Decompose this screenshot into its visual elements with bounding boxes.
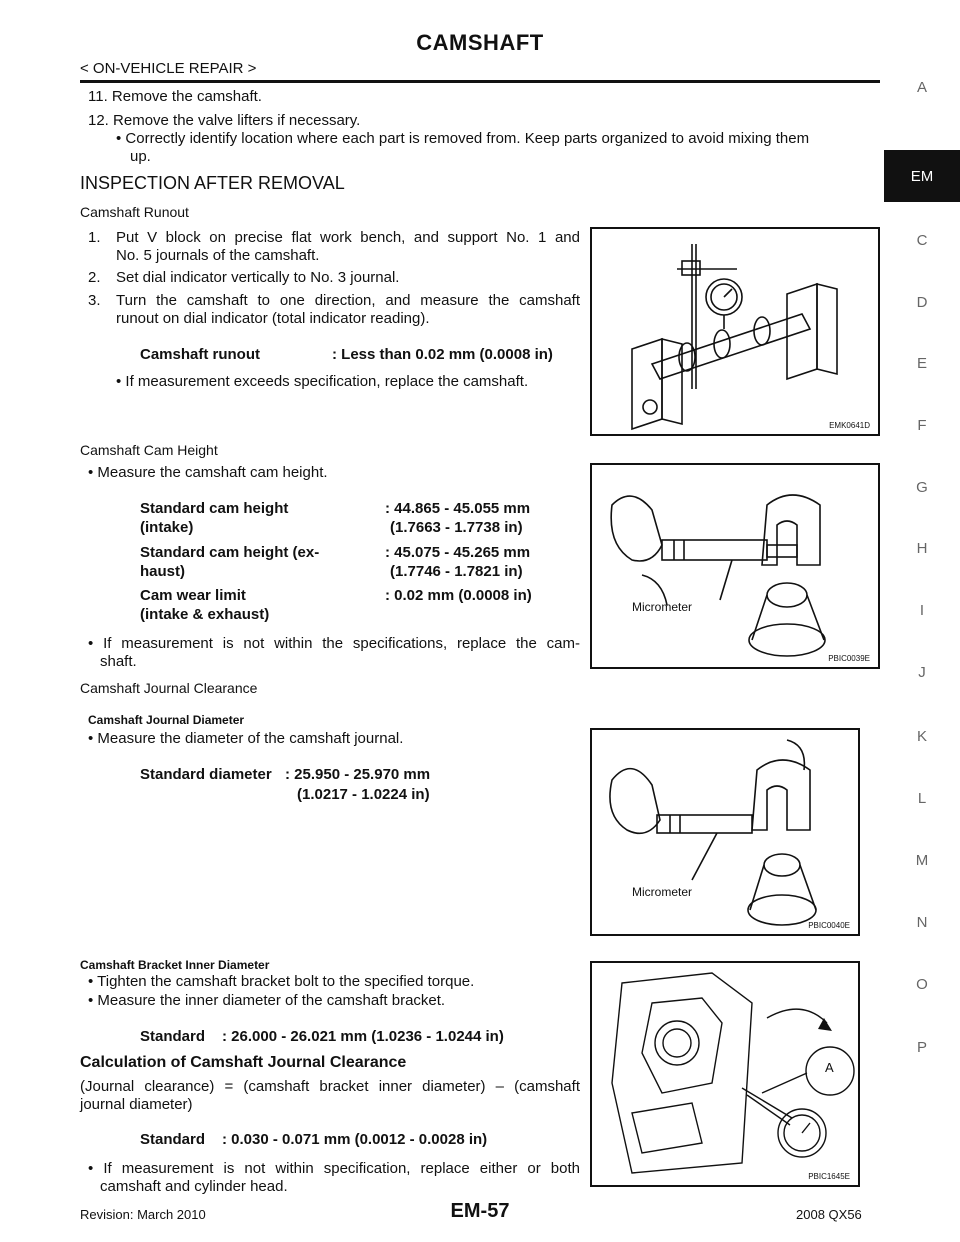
model-label: 2008 QX56 (796, 1207, 862, 1222)
runout-spec-label: Camshaft runout (140, 346, 260, 363)
step-11: 11. Remove the camshaft. (88, 88, 262, 105)
bracket-illustration (592, 963, 858, 1185)
runout-figure (590, 227, 880, 436)
cam-height-spec1-value2: (1.7663 - 1.7738 in) (390, 519, 523, 536)
sidebar-letter-a[interactable]: A (916, 79, 927, 96)
header-rule (80, 80, 880, 83)
sidebar-letter-p[interactable]: P (916, 1039, 927, 1056)
bracket-bullet1: • Tighten the camshaft bracket bolt to the specified torque. (88, 973, 475, 990)
section-label: < ON-VEHICLE REPAIR > (80, 60, 257, 77)
bracket-spec-label: Standard (140, 1028, 206, 1045)
cam-height-spec1-value1: : 44.865 - 45.055 mm (385, 500, 531, 517)
sidebar-letter-g[interactable]: G (916, 479, 928, 496)
runout-step3-line2: runout on dial indicator (total indicator reading). (116, 310, 430, 327)
runout-step1-line2: No. 5 journals of the camshaft. (116, 247, 320, 264)
revision-label: Revision: March 2010 (80, 1207, 206, 1222)
runout-bullet: • If measurement exceeds specification, replace the camshaft. (116, 373, 529, 390)
sidebar-letter-k[interactable]: K (916, 728, 927, 745)
sidebar-letter-c[interactable]: C (916, 232, 928, 249)
sidebar-letter-o[interactable]: O (916, 976, 928, 993)
sidebar-letter-m[interactable]: M (915, 852, 929, 869)
journal-figure-label: Micrometer (632, 885, 693, 899)
bracket-figure (590, 961, 860, 1187)
cam-height-spec1-label1: Standard cam height (140, 500, 289, 517)
calc-line1: (Journal clearance) = (camshaft bracket inner diameter) – (camshaft (80, 1078, 580, 1095)
journal-diameter-title: Camshaft Journal Diameter (88, 713, 245, 727)
cam-height-spec2-value2: (1.7746 - 1.7821 in) (390, 563, 523, 580)
sidebar-letter-j[interactable]: J (918, 664, 926, 681)
runout-step1-line1: Put V block on precise flat work bench, and support No. 1 and (116, 229, 580, 246)
inspection-heading: INSPECTION AFTER REMOVAL (80, 173, 345, 193)
runout-title: Camshaft Runout (80, 204, 189, 220)
sidebar-tab-em[interactable]: EM (884, 150, 960, 202)
calc-bullet-line1: • If measurement is not within specification, replace either or both (88, 1160, 580, 1177)
calc-bullet-line2: camshaft and cylinder head. (100, 1178, 288, 1195)
cam-height-spec2-value1: : 45.075 - 45.265 mm (385, 544, 531, 561)
cam-height-spec3-value1: : 0.02 mm (0.0008 in) (385, 587, 532, 604)
step-12-bullet-line2: up. (130, 148, 151, 165)
micrometer-illustration (592, 465, 878, 667)
page-number: EM-57 (450, 1200, 510, 1222)
bracket-title: Camshaft Bracket Inner Diameter (80, 958, 270, 972)
sidebar-letter-i[interactable]: I (919, 602, 925, 619)
runout-illustration (592, 229, 878, 434)
step-12-bullet-line1: • Correctly identify location where each part is removed from. Keep parts organized to avoid mixing them (116, 130, 810, 147)
runout-step2-num: 2. (88, 269, 101, 286)
cam-height-bullet1: • Measure the camshaft cam height. (88, 464, 328, 481)
step-12: 12. Remove the valve lifters if necessary. (88, 112, 361, 129)
calc-spec-value: : 0.030 - 0.071 mm (0.0012 - 0.0028 in) (222, 1131, 488, 1148)
bracket-bullet2: • Measure the inner diameter of the camshaft bracket. (88, 992, 446, 1009)
sidebar-letter-l[interactable]: L (917, 790, 927, 807)
journal-figure-code: PBIC0040E (808, 921, 850, 930)
journal-clearance-title: Camshaft Journal Clearance (80, 680, 258, 696)
cam-height-title: Camshaft Cam Height (80, 442, 218, 458)
cam-height-figure-label: Micrometer (632, 600, 693, 614)
cam-height-figure-code: PBIC0039E (828, 654, 870, 663)
runout-figure-code: EMK0641D (829, 421, 870, 430)
cam-height-bullet2-line1: • If measurement is not within the specifications, replace the cam- (88, 635, 580, 652)
cam-height-spec3-label1: Cam wear limit (140, 587, 246, 604)
sidebar-letter-f[interactable]: F (917, 417, 927, 434)
sidebar-letter-n[interactable]: N (916, 914, 928, 931)
journal-spec-value1: : 25.950 - 25.970 mm (285, 766, 431, 783)
journal-spec-label: Standard diameter (140, 766, 272, 783)
sidebar-letter-d[interactable]: D (916, 294, 928, 311)
journal-bullet: • Measure the diameter of the camshaft journal. (88, 730, 404, 747)
cam-height-spec2-label2: haust) (140, 563, 185, 580)
journal-spec-value2: (1.0217 - 1.0224 in) (297, 786, 430, 803)
cam-height-spec1-label2: (intake) (140, 519, 194, 536)
journal-figure (590, 728, 860, 936)
runout-step3-line1: Turn the camshaft to one direction, and measure the camshaft (116, 292, 580, 309)
bracket-figure-label: A (825, 1060, 834, 1075)
runout-step3-num: 3. (88, 292, 101, 309)
page-title: CAMSHAFT (416, 30, 544, 55)
cam-height-bullet2-line2: shaft. (100, 653, 137, 670)
calc-title: Calculation of Camshaft Journal Clearance (80, 1054, 407, 1071)
runout-spec-value: : Less than 0.02 mm (0.0008 in) (332, 346, 553, 363)
micrometer-journal-illustration (592, 730, 858, 934)
bracket-spec-value: : 26.000 - 26.021 mm (1.0236 - 1.0244 in) (222, 1028, 504, 1045)
bracket-figure-code: PBIC1645E (808, 1172, 850, 1181)
sidebar-letter-e[interactable]: E (916, 355, 927, 372)
cam-height-spec3-label2: (intake & exhaust) (140, 606, 270, 623)
calc-line2: journal diameter) (80, 1096, 193, 1113)
runout-step2-line1: Set dial indicator vertically to No. 3 journal. (116, 269, 400, 286)
cam-height-spec2-label1: Standard cam height (ex- (140, 544, 320, 561)
cam-height-figure (590, 463, 880, 669)
sidebar-letter-h[interactable]: H (916, 540, 928, 557)
calc-spec-label: Standard (140, 1131, 206, 1148)
runout-step1-num: 1. (88, 229, 101, 246)
